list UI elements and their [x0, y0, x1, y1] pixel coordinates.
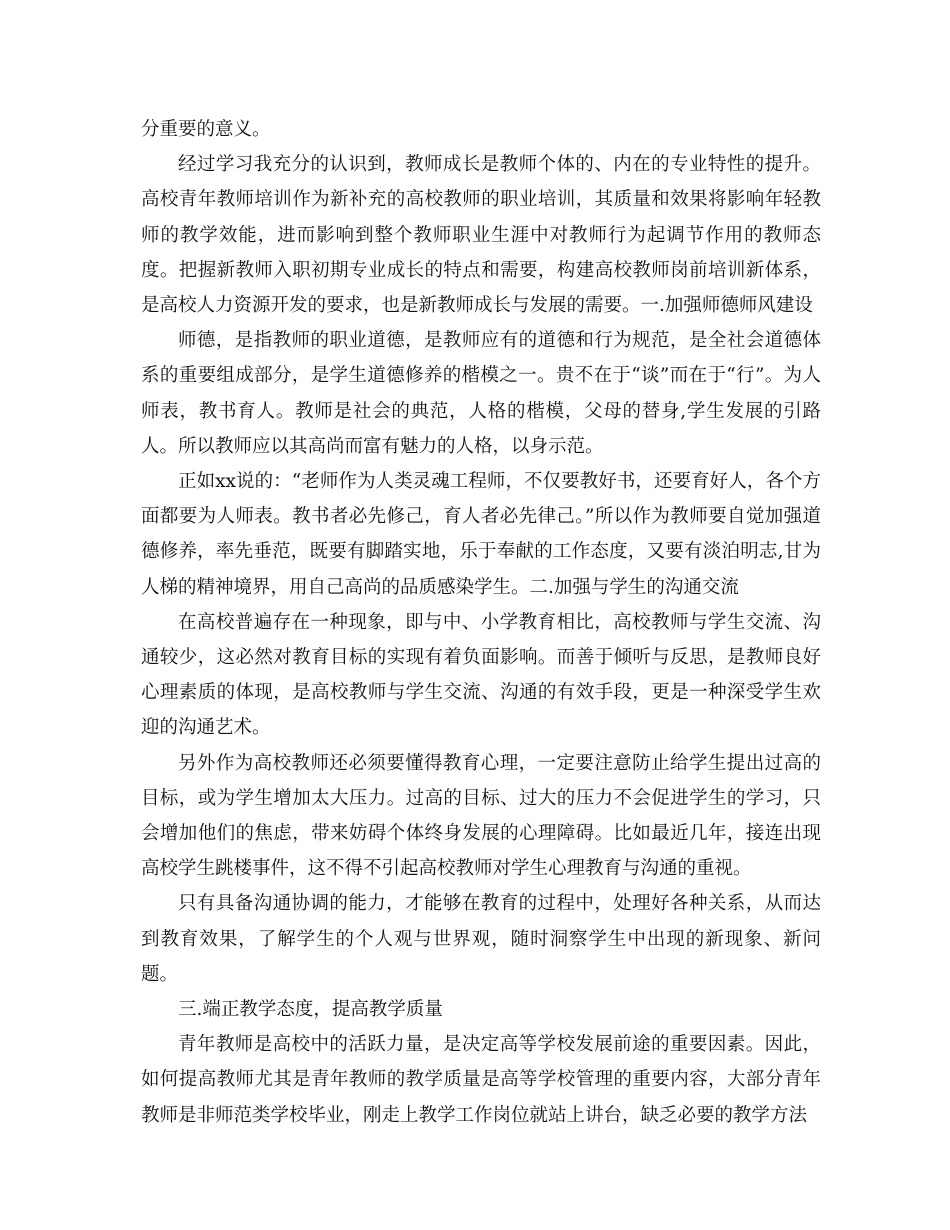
paragraph-5: 在高校普遍存在一种现象，即与中、小学教育相比，高校教师与学生交流、沟通较少，这必然对教育目标的实现有着负面影响。而善于倾听与反思，是教师良好心理素质的体现，是高校教师与学生交流、沟通的有效手段，更是一种深受学生欢迎的沟通艺术。: [141, 611, 821, 739]
paragraph-7: 只有具备沟通协调的能力，才能够在教育的过程中，处理好各种关系，从而达到教育效果，了解学生的个人观与世界观，随时洞察学生中出现的新现象、新问题。: [141, 893, 821, 985]
document-body: [141, 112, 821, 1133]
paragraph-4: 正如xx说的：“老师作为人类灵魂工程师，不仅要教好书，还要育好人，各个方面都要为人师表。教书者必先修己，育人者必先律己。”所以作为教师要自觉加强道德修养，率先垂范，既要有脚踏实地，乐于奉献的工作态度，又要有淡泊明志,甘为人梯的精神境界，用自己高尚的品质感染学生。二.加强与学生的沟通交流: [141, 471, 821, 598]
paragraph-9: 青年教师是高校中的活跃力量，是决定高等学校发展前途的重要因素。因此，如何提高教师尤其是青年教师的教学质量是高等学校管理的重要内容，大部分青年教师是非师范类学校毕业，刚走上教学工作岗位就站上讲台，缺乏必要的教学方法: [141, 1034, 821, 1126]
paragraph-3: 师德，是指教师的职业道德，是教师应有的道德和行为规范，是全社会道德体系的重要组成部分，是学生道德修养的楷模之一。贵不在于“谈”而在于“行”。为人师表，教书育人。教师是社会的典范，人格的楷模，父母的替身,学生发展的引路人。所以教师应以其高尚而富有魅力的人格，以身示范。: [141, 330, 821, 457]
section-heading-3: 三.端正教学态度，提高教学质量: [178, 999, 443, 1021]
paragraph-2: 经过学习我充分的认识到，教师成长是教师个体的、内在的专业特性的提升。高校青年教师培训作为新补充的高校教师的职业培训，其质量和效果将影响年轻教师的教学效能，进而影响到整个教师职业生涯中对教师行为起调节作用的教师态度。把握新教师入职初期专业成长的特点和需要，构建高校教师岗前培训新体系，是高校人力资源开发的要求，也是新教师成长与发展的需要。一.加强师德师风建设: [141, 154, 821, 317]
paragraph-1: 分重要的意义。: [141, 119, 271, 140]
paragraph-6: 另外作为高校教师还必须要懂得教育心理，一定要注意防止给学生提出过高的目标，或为学生增加太大压力。过高的目标、过大的压力不会促进学生的学习，只会增加他们的焦虑，带来妨碍个体终身发展的心理障碍。比如最近几年，接连出现高校学生跳楼事件，这不得不引起高校教师对学生心理教育与沟通的重视。: [141, 752, 821, 880]
